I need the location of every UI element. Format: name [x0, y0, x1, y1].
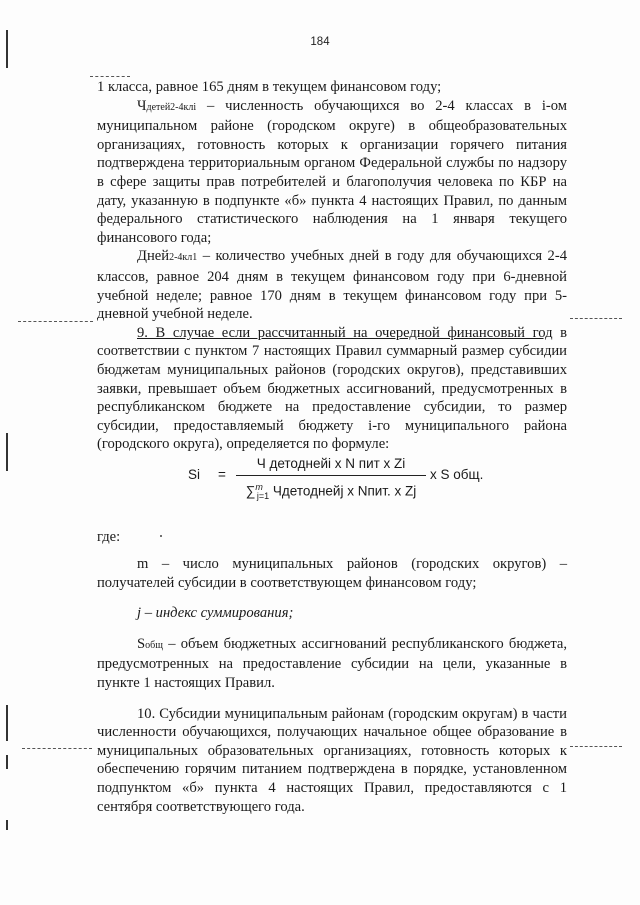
scan-dash-line [22, 748, 92, 749]
paragraph [97, 604, 567, 623]
formula-fraction [236, 455, 426, 502]
fraction-bar [236, 475, 426, 476]
paragraph-text: в соответствии с пунктом 7 настоящих Правил суммарный размер субсидии бюджетам муниципальных районов (городских округов), представивших заявки, превышает объем бюджетных ассигнований, предусмотренных в республиканском бюджете на предоставление субсидии, то размер субсидии, предоставляемый бюджету i-го муниципального района (городского округа), определяется по формуле: [97, 324, 567, 453]
paragraph [97, 705, 567, 817]
variable-subscript: детей2-4клi [146, 101, 197, 113]
sum-lower-limit: j=1 [256, 491, 270, 502]
margin-mark [6, 705, 8, 741]
paragraph-text: 10. Субсидии муниципальным районам (городским округам) в части численности обучающихся, получающих начальное общее образование в муниципальных образовательных организациях, готовность которых к обеспечению горячим питанием подтверждена в порядке, установленном подпунктом «б» пункта 4 настоящих Правил, предоставляются с 1 сентября соответствующего года. [97, 705, 567, 815]
paragraph-heading: 9. В случае если рассчитанный на очередной финансовый год [137, 324, 553, 341]
text-block-top [97, 78, 567, 454]
variable-symbol: S [137, 635, 146, 652]
where-label: где: [97, 529, 121, 545]
formula-rhs: x S общ. [430, 467, 484, 482]
margin-mark [6, 755, 8, 769]
scan-dash-line [570, 318, 622, 319]
paragraph-text: – численность обучающихся во 2-4 классах в i-ом муниципальном районе (городском округе) в общеобразовательных организациях, готовность которых к организации горячего питания подтверждена территориальным органом Федеральной службы по надзору в сфере защиты прав потребителей и благополучия человека по КБР на дату, указанную в подпункте «б» пункта 4 настоящих Правил, по данным федерального статистического наблюдения на 1 января текущего финансового года; [97, 97, 567, 246]
page-number: 184 [310, 36, 330, 48]
scan-dot [160, 535, 162, 537]
variable-symbol: Дней [137, 248, 170, 265]
paragraph [97, 247, 567, 323]
scan-dash-line [570, 746, 622, 747]
variable-subscript: 2-4кл1 [169, 252, 198, 264]
paragraph-text: m – число муниципальных районов (городских округов) – получателей субсидии в соответствующем финансовом году; [97, 556, 567, 591]
margin-mark [6, 820, 8, 830]
paragraph [97, 635, 567, 693]
formula [188, 455, 518, 505]
denominator-body: Чдетоднейj x Nпит. x Zj [269, 483, 417, 499]
paragraph [97, 555, 567, 592]
formula-lhs: Si [188, 467, 201, 482]
paragraph [97, 78, 567, 97]
paragraph-text: 1 класса, равное 165 дням в текущем финансовом году; [97, 79, 442, 95]
variable-symbol: Ч [137, 97, 147, 114]
paragraph-text: j – индекс суммирования; [137, 605, 294, 622]
sum-upper-limit: m [255, 482, 263, 492]
margin-mark [6, 433, 8, 471]
formula-numerator: Ч детоднейi x N пит x Zi [256, 456, 406, 471]
sum-symbol: ∑ [245, 483, 256, 499]
scan-dash-line [90, 76, 130, 77]
text-block-bottom [97, 555, 567, 816]
formula-equals: = [218, 467, 226, 482]
paragraph-text: – объем бюджетных ассигнований республиканского бюджета, предусмотренных на предоставление субсидии на цели, указанные в пункте 1 настоящих Правил. [97, 635, 567, 691]
paragraph [97, 324, 567, 454]
margin-mark [6, 30, 8, 68]
paragraph [97, 97, 567, 248]
variable-subscript: общ [145, 639, 163, 651]
formula-denominator [236, 478, 426, 502]
scan-dash-line [18, 321, 93, 322]
paragraph-text: – количество учебных дней в году для обучающихся 2-4 классов, равное 204 дням в текущем финансовом году при 6-дневной учебной неделе; равное 170 дням в текущем финансовом году при 5-дневной учебной неделе. [97, 248, 567, 323]
